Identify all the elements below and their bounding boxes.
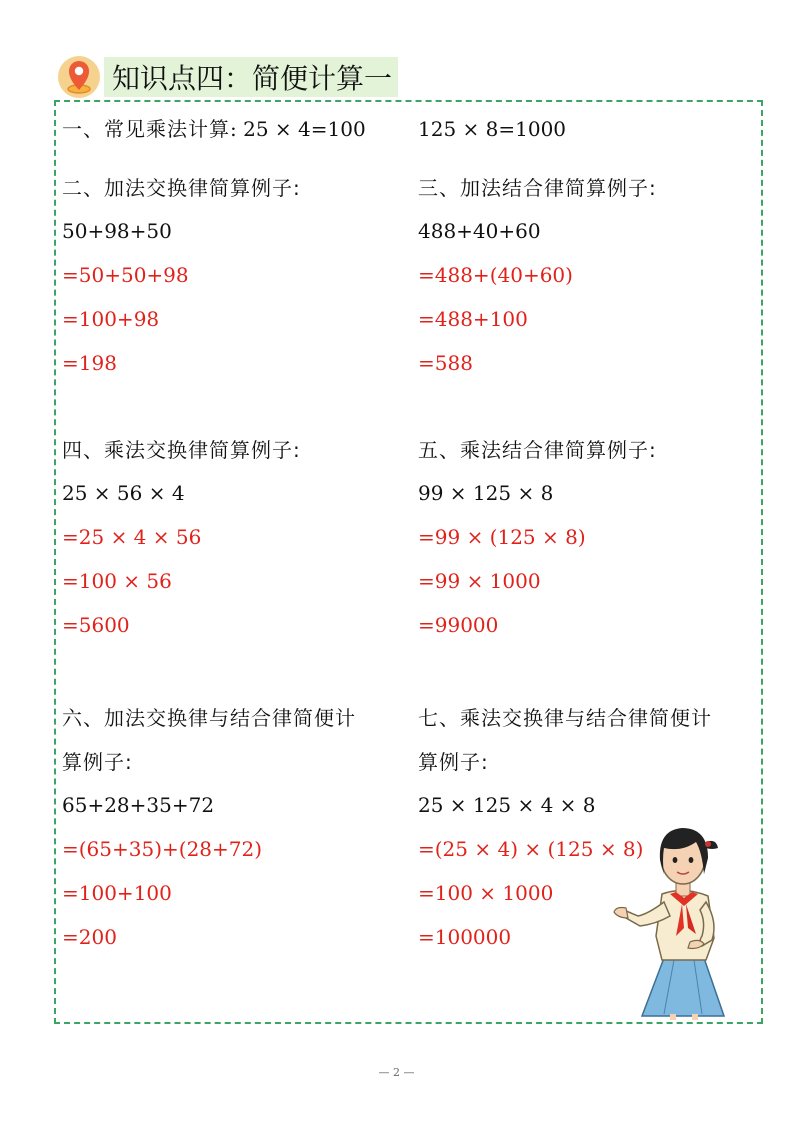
section4-step: =25 × 4 × 56: [62, 525, 202, 549]
section5-step: =99 × 1000: [418, 569, 541, 593]
section2-heading: 二、加法交换律简算例子:: [62, 176, 301, 200]
section6-step: =200: [62, 925, 117, 949]
section5-step: =99 × (125 × 8): [418, 525, 586, 549]
section2-step: =198: [62, 351, 117, 375]
section1-expr1: : 25 × 4=100: [230, 117, 366, 141]
section5-problem: 99 × 125 × 8: [418, 481, 554, 505]
location-pin-icon: [56, 54, 102, 100]
section5-step: =99000: [418, 613, 499, 637]
section6-step: =(65+35)+(28+72): [62, 837, 263, 861]
section7-heading-cont: 算例子:: [418, 750, 489, 774]
section2-step: =100+98: [62, 307, 160, 331]
section7-step: =100 × 1000: [418, 881, 554, 905]
page-title: 知识点四：简便计算一: [104, 57, 398, 97]
section3-problem: 488+40+60: [418, 219, 541, 243]
section1-expr2: 125 × 8=1000: [418, 117, 567, 141]
section7-heading: 七、乘法交换律与结合律简便计: [418, 706, 712, 730]
section1-heading: 一、常见乘法计算: [62, 117, 230, 141]
section2-problem: 50+98+50: [62, 219, 172, 243]
section7-step: =100000: [418, 925, 512, 949]
common-multiplication-line: [62, 117, 366, 141]
section7-step: =(25 × 4) × (125 × 8): [418, 837, 644, 861]
section-header: [56, 54, 398, 100]
section4-step: =100 × 56: [62, 569, 172, 593]
section5-heading: 五、乘法结合律简算例子:: [418, 438, 657, 462]
section6-step: =100+100: [62, 881, 172, 905]
section3-step: =488+(40+60): [418, 263, 573, 287]
section6-heading: 六、加法交换律与结合律简便计: [62, 706, 356, 730]
section2-step: =50+50+98: [62, 263, 189, 287]
section4-step: =5600: [62, 613, 130, 637]
section4-problem: 25 × 56 × 4: [62, 481, 185, 505]
section6-heading-cont: 算例子:: [62, 750, 133, 774]
section6-problem: 65+28+35+72: [62, 793, 215, 817]
section3-step: =488+100: [418, 307, 528, 331]
girl-illustration: [612, 818, 756, 1020]
section3-step: =588: [418, 351, 473, 375]
section7-problem: 25 × 125 × 4 × 8: [418, 793, 596, 817]
page-number: — 2 —: [378, 1066, 415, 1079]
section3-heading: 三、加法结合律简算例子:: [418, 176, 657, 200]
section4-heading: 四、乘法交换律简算例子:: [62, 438, 301, 462]
